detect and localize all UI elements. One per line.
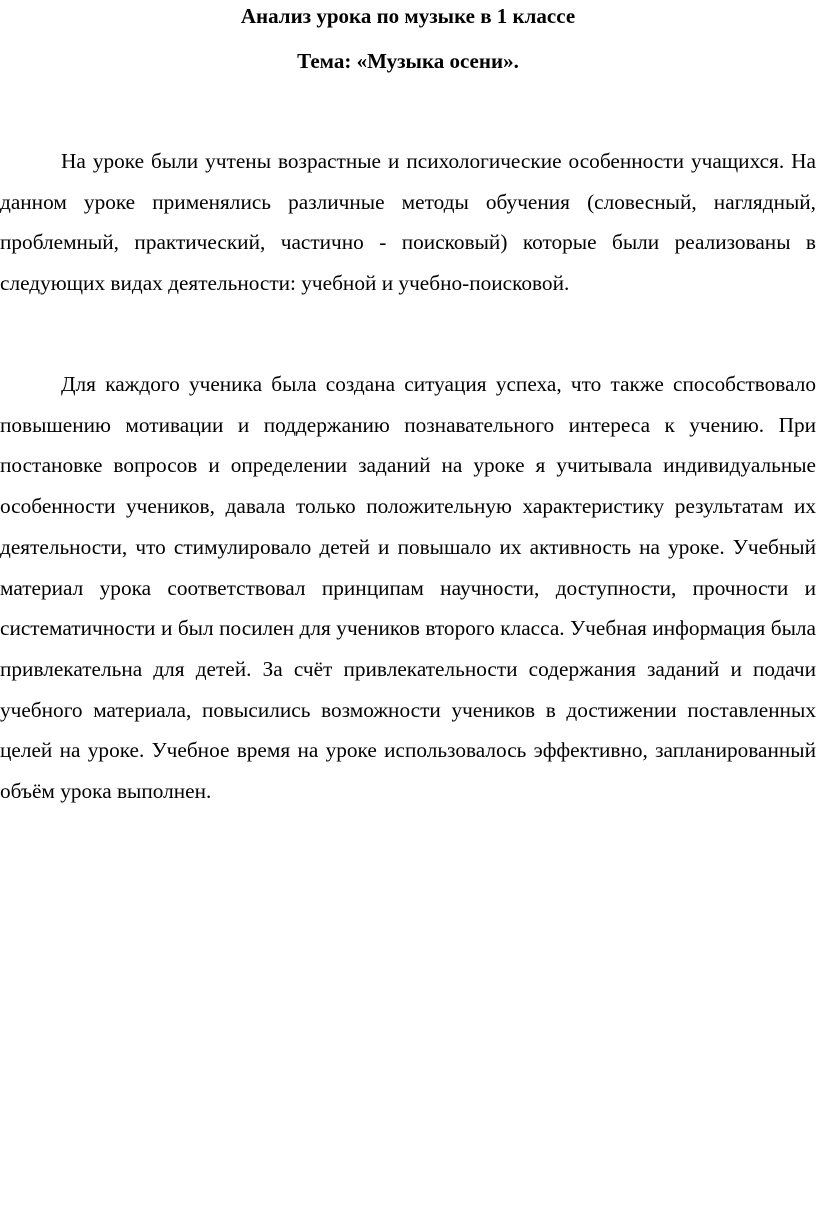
document-topic: Тема: «Музыка осени». (297, 49, 519, 73)
paragraph-methods: На уроке были учтены возрастные и психологические особенности учащихся. На данном уроке применялись различные методы обучения (словесный, наглядный, проблемный, практический, частично - поисковый) которые были реализованы в следующих видах деятельности: учебной и учебно-поисковой. (0, 149, 816, 296)
paragraph-results: Для каждого ученика была создана ситуация успеха, что также способствовало повышению мотивации и поддержанию познавательного интереса к учению. При постановке вопросов и определении заданий на уроке я учитывала индивидуальные особенности учеников, давала только положительную характеристику результатам их деятельности, что стимулировало детей и повышало их активность на уроке. Учебный материал урока соответствовал принципам научности, доступности, прочности и систематичности и был посилен для учеников второго класса. Учебная информация была привлекательна для детей. За счёт привлекательности содержания заданий и подачи учебного материала, повысились возможности учеников в достижении поставленных целей на уроке. Учебное время на уроке использовалось эффективно, запланированный объём урока выполнен. (0, 372, 816, 804)
document-title: Анализ урока по музыке в 1 классе (240, 4, 576, 28)
